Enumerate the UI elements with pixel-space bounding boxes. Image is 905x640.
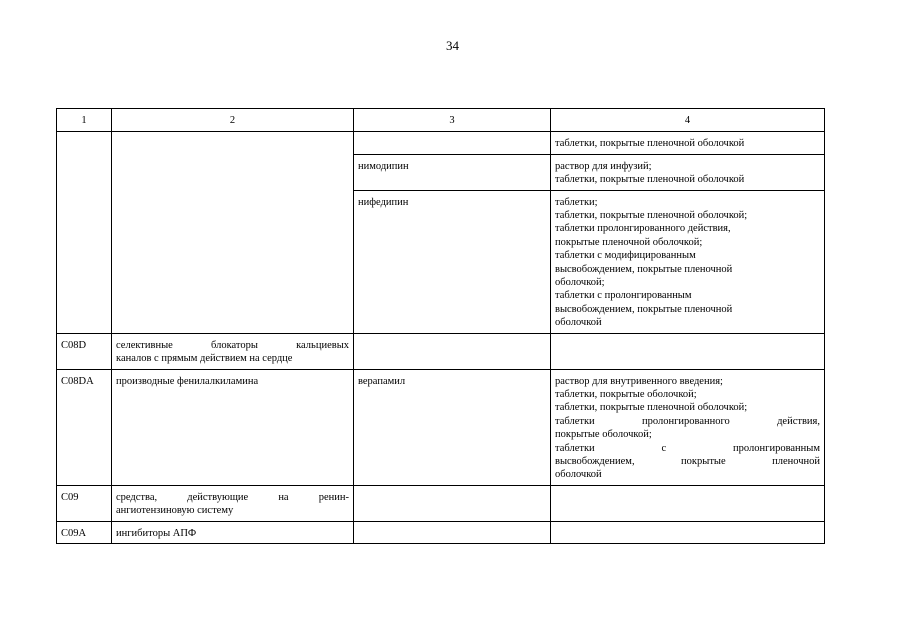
group-name-cell: ингибиторы АПФ [112,521,354,543]
atc-code-cell [57,132,112,333]
dosage-form: таблетки с пролонгированным [555,290,692,302]
drug-name-cell [354,333,551,369]
dosage-form: таблетки с модифицированным [555,250,696,262]
header-col-4: 4 [551,109,825,132]
atc-code-cell: C08D [57,333,112,369]
dosage-form: раствор для инфузий; [555,160,652,172]
atc-code-cell: C08DA [57,369,112,485]
dosage-forms-cell [551,369,825,485]
dosage-form: высвобождением, покрытые пленочной [555,263,733,275]
dosage-form: таблетки, покрытые пленочной оболочкой [555,174,745,186]
drug-name-cell: нифедипин [354,190,551,333]
table-row [57,369,825,485]
drug-name-cell [354,521,551,543]
dosage-form: таблетки с пролонгированным [555,442,820,454]
table-row [57,132,825,154]
dosage-form: покрытые пленочной оболочкой; [555,236,703,248]
dosage-form: таблетки, покрытые пленочной оболочкой; [555,402,748,414]
dosage-form: оболочкой; [555,277,605,289]
dosage-forms-cell [551,132,825,154]
dosage-form: оболочкой [555,469,602,481]
dosage-forms-cell [551,190,825,333]
page-number: 34 [446,38,459,53]
dosage-form: таблетки, покрытые пленочной оболочкой [555,138,745,150]
table-row [57,485,825,521]
drug-name-cell: нимодипин [354,154,551,190]
table-row [57,521,825,543]
dosage-form: таблетки; [555,196,598,208]
dosage-form: таблетки, покрытые оболочкой; [555,388,697,400]
drug-name-cell: верапамил [354,369,551,485]
drug-name-cell [354,132,551,154]
dosage-forms-cell [551,521,825,543]
dosage-form: таблетки, покрытые пленочной оболочкой; [555,210,748,222]
dosage-forms-cell [551,485,825,521]
drug-name-cell [354,485,551,521]
table-row [57,333,825,369]
group-name-line: ангиотензиновую систему [116,505,234,517]
dosage-forms-cell [551,333,825,369]
header-col-2: 2 [112,109,354,132]
dosage-form: высвобождением, покрытые пленочной [555,455,820,467]
group-name-cell: производные фенилалкиламина [112,369,354,485]
group-name-line: каналов с прямым действием на сердце [116,353,293,365]
group-name-cell [112,485,354,521]
header-col-1: 1 [57,109,112,132]
group-name-cell [112,132,354,333]
drug-table [56,108,825,544]
dosage-form: раствор для внутривенного введения; [555,375,723,387]
group-name-cell [112,333,354,369]
table-header-row [57,109,825,132]
dosage-form: покрытые оболочкой; [555,429,652,441]
header-col-3: 3 [354,109,551,132]
dosage-form: высвобождением, покрытые пленочной [555,303,733,315]
dosage-form: оболочкой [555,317,602,329]
atc-code-cell: C09 [57,485,112,521]
atc-code-cell: C09A [57,521,112,543]
dosage-forms-cell [551,154,825,190]
group-name-line: средства, действующие на ренин- [116,491,349,503]
dosage-form: таблетки пролонгированного действия, [555,223,731,235]
group-name-line: селективные блокаторы кальциевых [116,339,349,351]
dosage-form: таблетки пролонгированного действия, [555,415,820,427]
